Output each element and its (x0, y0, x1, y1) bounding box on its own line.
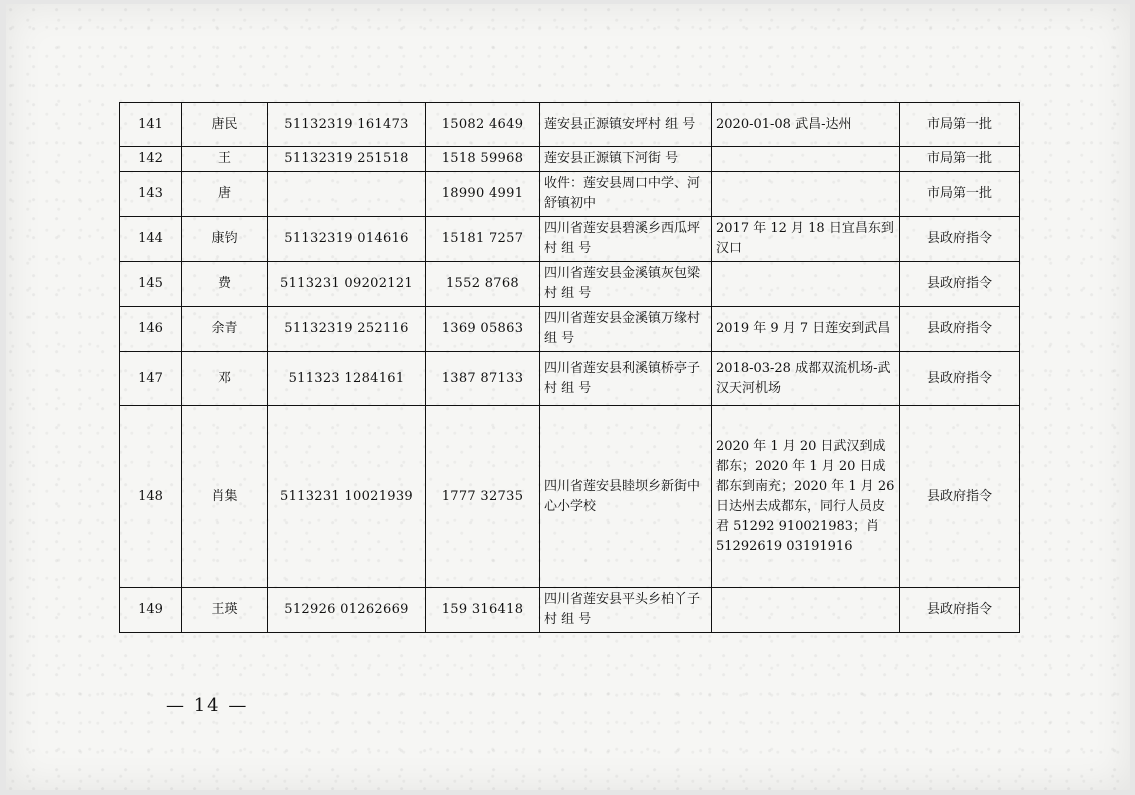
page-number: — 14 — (166, 695, 249, 716)
table-row (120, 217, 1020, 262)
id-number-cell (268, 172, 426, 217)
id-number-cell: 51132319 014616 (268, 217, 426, 262)
table-row (120, 588, 1020, 633)
phone-number-cell: 1369 05863 (426, 307, 540, 352)
phone-number-cell: 18990 4991 (426, 172, 540, 217)
table-row (120, 103, 1020, 147)
address-cell: 四川省莲安县金溪镇灰包梁村 组 号 (540, 262, 712, 307)
phone-number-cell: 15082 4649 (426, 103, 540, 147)
source-note-cell: 市局第一批 (900, 147, 1020, 172)
phone-number-cell: 1387 87133 (426, 352, 540, 406)
id-number-cell: 512926 01262669 (268, 588, 426, 633)
row-number-cell: 144 (120, 217, 182, 262)
table-row (120, 147, 1020, 172)
table-row (120, 172, 1020, 217)
travel-record-cell (712, 588, 900, 633)
id-number-cell: 51132319 252116 (268, 307, 426, 352)
source-note-cell: 县政府指令 (900, 262, 1020, 307)
row-number-cell: 147 (120, 352, 182, 406)
source-note-cell: 县政府指令 (900, 352, 1020, 406)
address-cell: 收件：莲安县周口中学、河舒镇初中 (540, 172, 712, 217)
phone-number-cell: 15181 7257 (426, 217, 540, 262)
table-row (120, 406, 1020, 588)
person-name-cell: 邓 (182, 352, 268, 406)
table-row (120, 262, 1020, 307)
phone-number-cell: 159 316418 (426, 588, 540, 633)
id-number-cell: 5113231 09202121 (268, 262, 426, 307)
id-number-cell: 51132319 251518 (268, 147, 426, 172)
travel-record-cell (712, 147, 900, 172)
person-name-cell: 唐 (182, 172, 268, 217)
phone-number-cell: 1518 59968 (426, 147, 540, 172)
source-note-cell: 县政府指令 (900, 217, 1020, 262)
table-row (120, 307, 1020, 352)
address-cell: 四川省莲安县平头乡柏丫子村 组 号 (540, 588, 712, 633)
id-number-cell: 51132319 161473 (268, 103, 426, 147)
travel-record-cell: 2020-01-08 武昌-达州 (712, 103, 900, 147)
address-cell: 四川省莲安县睦坝乡新街中心小学校 (540, 406, 712, 588)
travel-record-cell (712, 172, 900, 217)
travel-record-cell: 2020 年 1 月 20 日武汉到成都东；2020 年 1 月 20 日成都东到南充；2020 年 1 月 26 日达州去成都东，同行人员皮 君 51292 910021983；肖 51292619 03191916 (712, 406, 900, 588)
source-note-cell: 县政府指令 (900, 588, 1020, 633)
id-number-cell: 511323 1284161 (268, 352, 426, 406)
person-name-cell: 王瑛 (182, 588, 268, 633)
table-row (120, 352, 1020, 406)
source-note-cell: 县政府指令 (900, 307, 1020, 352)
id-number-cell: 5113231 10021939 (268, 406, 426, 588)
personnel-table (119, 102, 1020, 633)
row-number-cell: 148 (120, 406, 182, 588)
person-name-cell: 肖集 (182, 406, 268, 588)
source-note-cell: 市局第一批 (900, 103, 1020, 147)
person-name-cell: 康钧 (182, 217, 268, 262)
address-cell: 四川省莲安县利溪镇桥亭子村 组 号 (540, 352, 712, 406)
row-number-cell: 143 (120, 172, 182, 217)
phone-number-cell: 1777 32735 (426, 406, 540, 588)
document-page (6, 4, 1130, 790)
address-cell: 四川省莲安县金溪镇万缘村 组 号 (540, 307, 712, 352)
person-name-cell: 余青 (182, 307, 268, 352)
travel-record-cell: 2018-03-28 成都双流机场-武汉天河机场 (712, 352, 900, 406)
row-number-cell: 149 (120, 588, 182, 633)
row-number-cell: 141 (120, 103, 182, 147)
travel-record-cell: 2017 年 12 月 18 日宜昌东到汉口 (712, 217, 900, 262)
address-cell: 莲安县正源镇下河街 号 (540, 147, 712, 172)
travel-record-cell (712, 262, 900, 307)
person-name-cell: 唐民 (182, 103, 268, 147)
source-note-cell: 县政府指令 (900, 406, 1020, 588)
travel-record-cell: 2019 年 9 月 7 日莲安到武昌 (712, 307, 900, 352)
source-note-cell: 市局第一批 (900, 172, 1020, 217)
row-number-cell: 146 (120, 307, 182, 352)
phone-number-cell: 1552 8768 (426, 262, 540, 307)
person-name-cell: 王 (182, 147, 268, 172)
person-name-cell: 费 (182, 262, 268, 307)
row-number-cell: 142 (120, 147, 182, 172)
row-number-cell: 145 (120, 262, 182, 307)
address-cell: 四川省莲安县碧溪乡西瓜坪村 组 号 (540, 217, 712, 262)
address-cell: 莲安县正源镇安坪村 组 号 (540, 103, 712, 147)
